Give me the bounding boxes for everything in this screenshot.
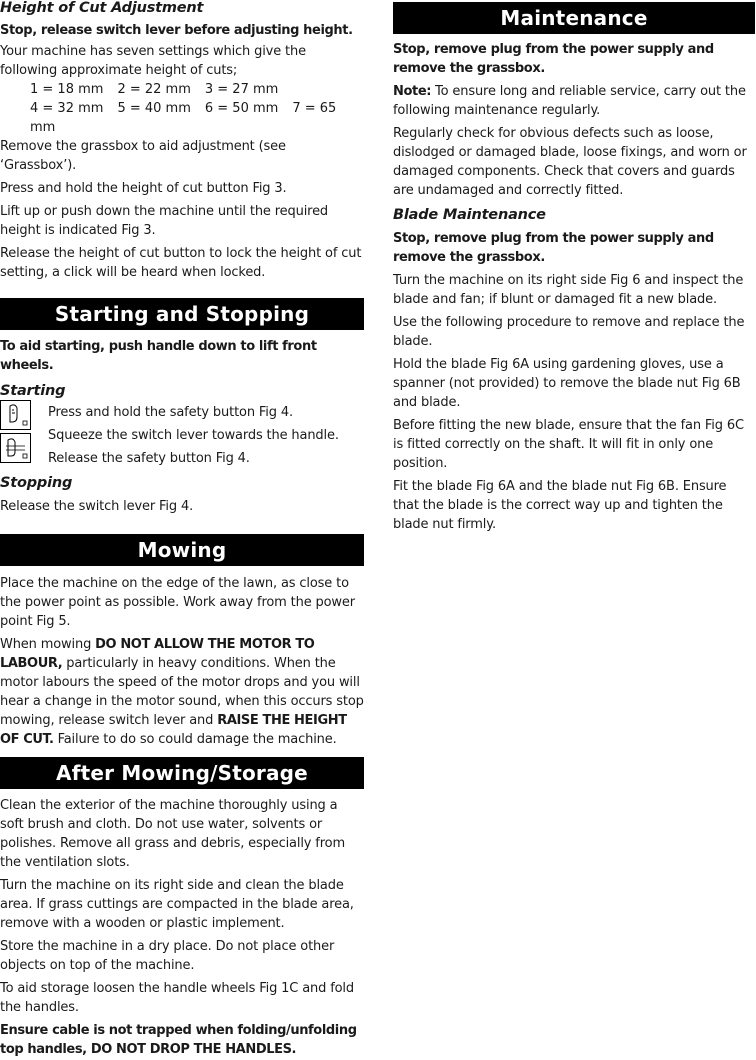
mowing-p1: Place the machine on the edge of the lawn, as close to the power point as possible. Work away from the power point Fig 5.	[0, 576, 355, 629]
after-mowing-p5: Ensure cable is not trapped when folding/unfolding top handles, DO NOT DROP THE HANDLES.	[0, 1023, 357, 1057]
maintenance-warning: Stop, remove plug from the power supply and remove the grassbox.	[393, 42, 714, 76]
maintenance-p1: Regularly check for obvious defects such as loose, dislodged or damaged blade, loose fixings, and worn or damaged components. Check that covers and guards are undamaged and correctly fitted.	[393, 126, 747, 198]
mowing-p2-text: Failure to do so could damage the machine.	[53, 732, 337, 747]
switch-lever-icon	[0, 433, 31, 463]
after-mowing-p2: Turn the machine on its right side and clean the blade area. If grass cuttings are compacted in the blade area, remove with a wooden or plastic implement.	[0, 878, 354, 931]
cut-heights-row-2	[0, 99, 364, 137]
starting-stopping-heading: Starting and Stopping	[0, 298, 364, 330]
mowing-p2-text: particularly in heavy conditions. When the motor labours the speed of the motor drops and you will hear a change in the motor sound, when this occurs stop mowing, release switch lever and	[0, 656, 364, 728]
stopping-title: Stopping	[0, 475, 73, 491]
blade-p5: Fit the blade Fig 6A and the blade nut Fig 6B. Ensure that the blade is the correct way up and tighten the blade nut firmly.	[393, 479, 727, 532]
note-label: Note:	[393, 84, 432, 99]
after-mowing-p1: Clean the exterior of the machine thoroughly using a soft brush and cloth. Do not use water, solvents or polishes. Remove all grass and debris, especially from the ventilation slots.	[0, 798, 345, 870]
height-cut-p1: Remove the grassbox to aid adjustment (see ‘Grassbox’).	[0, 139, 286, 173]
blade-p4: Before fitting the new blade, ensure that the fan Fig 6C is fitted correctly on the shaft. It will fit in only one position.	[393, 418, 744, 471]
blade-p1: Turn the machine on its right side Fig 6 and inspect the blade and fan; if blunt or damaged fit a new blade.	[393, 273, 744, 307]
height-cut-intro: Your machine has seven settings which give the following approximate height of cuts;	[0, 44, 306, 78]
cut-setting: 2 = 22 mm	[117, 82, 191, 97]
mowing-p2-text: When mowing	[0, 637, 96, 652]
starting-title: Starting	[0, 383, 66, 399]
right-column	[393, 0, 755, 534]
height-cut-p4: Release the height of cut button to lock the height of cut setting, a click will be heard when locked.	[0, 246, 362, 280]
mowing-raise-emphasis: RAISE THE HEIGHT OF CUT.	[0, 713, 347, 747]
maintenance-heading: Maintenance	[393, 2, 755, 34]
left-column	[0, 0, 364, 1059]
starting-steps	[0, 401, 364, 470]
height-cut-title: Height of Cut Adjustment	[0, 0, 204, 16]
cut-heights-row-1	[0, 80, 364, 99]
cut-setting: 4 = 32 mm	[30, 101, 104, 116]
cut-setting: 1 = 18 mm	[30, 82, 104, 97]
note-text: To ensure long and reliable service, carry out the following maintenance regularly.	[393, 84, 746, 118]
mowing-heading: Mowing	[0, 534, 364, 566]
starting-step-1: Press and hold the safety button Fig 4.	[48, 405, 293, 420]
height-cut-p3: Lift up or push down the machine until the required height is indicated Fig 3.	[0, 204, 329, 238]
height-cut-p2: Press and hold the height of cut button Fig 3.	[0, 181, 287, 196]
starting-step-2: Squeeze the switch lever towards the handle.	[48, 428, 339, 443]
after-mowing-p3: Store the machine in a dry place. Do not place other objects on top of the machine.	[0, 939, 335, 973]
cut-setting: 6 = 50 mm	[204, 101, 279, 116]
height-cut-warning: Stop, release switch lever before adjusting height.	[0, 23, 353, 38]
mowing-warning-emphasis: DO NOT ALLOW THE MOTOR TO LABOUR,	[0, 637, 315, 671]
starting-step-list	[48, 401, 339, 470]
blade-warning: Stop, remove plug from the power supply and remove the grassbox.	[393, 231, 714, 265]
after-mowing-p4: To aid storage loosen the handle wheels Fig 1C and fold the handles.	[0, 981, 354, 1015]
start-icons	[0, 400, 34, 464]
maintenance-note	[393, 82, 755, 120]
cut-setting: 7 = 65 mm	[30, 101, 337, 135]
mowing-p2	[0, 635, 364, 749]
after-mowing-heading: After Mowing/Storage	[0, 757, 364, 789]
safety-button-icon	[0, 400, 31, 430]
blade-p2: Use the following procedure to remove and replace the blade.	[393, 315, 745, 349]
cut-setting: 3 = 27 mm	[204, 82, 279, 97]
blade-maintenance-title: Blade Maintenance	[393, 207, 546, 223]
blade-p3: Hold the blade Fig 6A using gardening gloves, use a spanner (not provided) to remove the blade nut Fig 6B and blade.	[393, 357, 741, 410]
starting-tip: To aid starting, push handle down to lift front wheels.	[0, 339, 317, 373]
cut-setting: 5 = 40 mm	[117, 101, 191, 116]
starting-step-3: Release the safety button Fig 4.	[48, 451, 250, 466]
stopping-text: Release the switch lever Fig 4.	[0, 499, 194, 514]
